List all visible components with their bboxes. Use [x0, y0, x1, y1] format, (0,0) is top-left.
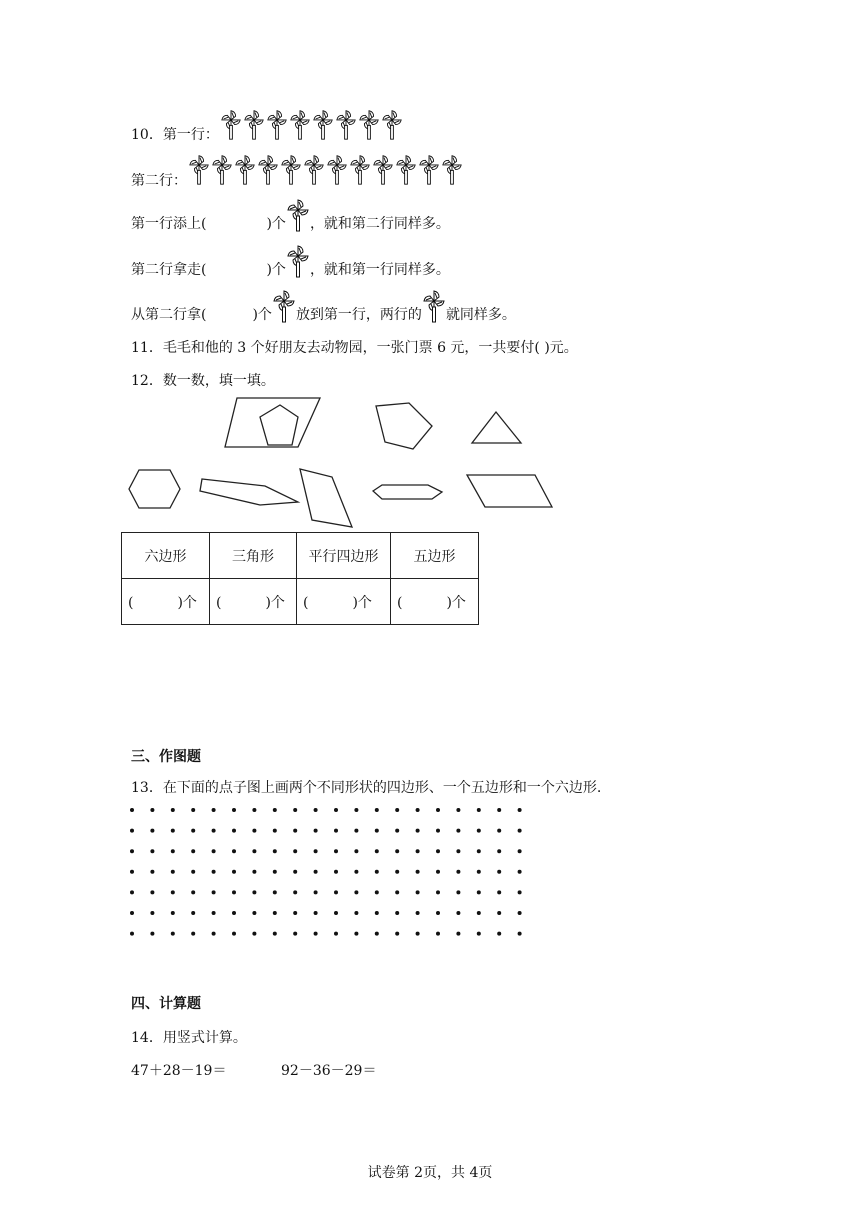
grid-dot	[456, 849, 460, 853]
pinwheel-icon	[211, 153, 233, 186]
grid-dot	[314, 808, 318, 812]
grid-dot	[436, 829, 440, 833]
grid-dot	[150, 890, 154, 894]
grid-dot	[416, 829, 420, 833]
pinwheel-icon	[234, 153, 256, 186]
grid-dot	[375, 911, 379, 915]
grid-dot	[518, 911, 522, 915]
grid-dot	[191, 932, 195, 936]
grid-dot	[375, 932, 379, 936]
table-answer-row	[122, 579, 479, 625]
grid-dot	[436, 808, 440, 812]
table-header: 五边形	[391, 533, 479, 579]
grid-dot	[191, 849, 195, 853]
grid-dot	[232, 829, 236, 833]
q10-line-3-c: 放到第一行，两行的	[295, 307, 422, 323]
pinwheel-icon	[280, 153, 302, 186]
pinwheel-icon	[257, 153, 279, 186]
parallelogram-shape	[467, 475, 552, 507]
grid-dot	[456, 870, 460, 874]
q10-line-2-b: )个	[266, 262, 286, 278]
grid-dot	[375, 849, 379, 853]
grid-dot	[212, 932, 216, 936]
pinwheel-icon	[422, 289, 446, 323]
answer-close: )个	[352, 594, 372, 611]
q13-text: 13．在下面的点子图上画两个不同形状的四边形、一个五边形和一个六边形.	[131, 780, 602, 796]
grid-dot	[416, 849, 420, 853]
grid-dot	[130, 808, 134, 812]
grid-dot	[354, 890, 358, 894]
grid-dot	[273, 870, 277, 874]
pentagon-shape	[260, 405, 298, 445]
q12-title: 12．数一数，填一填。	[131, 373, 275, 389]
grid-dot	[191, 870, 195, 874]
pinwheel-icon	[266, 108, 288, 141]
grid-dot	[130, 911, 134, 915]
pinwheel-icon	[272, 289, 296, 323]
grid-dot	[252, 849, 256, 853]
grid-dot	[395, 911, 399, 915]
q10-line-3-a: 从第二行拿(	[131, 307, 207, 323]
answer-open: (	[303, 594, 309, 611]
grid-dot	[130, 932, 134, 936]
grid-dot	[477, 808, 481, 812]
q10-line-1	[131, 214, 450, 234]
expression-2: 92－36－29＝	[281, 1063, 377, 1079]
grid-dot	[456, 911, 460, 915]
grid-dot	[456, 808, 460, 812]
grid-dot	[497, 829, 501, 833]
answer-open: (	[397, 594, 403, 611]
grid-dot	[334, 911, 338, 915]
grid-dot	[293, 829, 297, 833]
grid-dot	[212, 849, 216, 853]
grid-dot	[171, 829, 175, 833]
grid-dot	[477, 829, 481, 833]
grid-dot	[130, 849, 134, 853]
grid-dot	[477, 890, 481, 894]
grid-dot	[171, 808, 175, 812]
answer-close: )个	[177, 594, 197, 611]
grid-dot	[232, 870, 236, 874]
expression-1: 47＋28－19＝	[131, 1063, 227, 1079]
grid-dot	[293, 870, 297, 874]
grid-dot	[375, 829, 379, 833]
q10-row2-label: 第二行：	[131, 173, 187, 189]
section-3-title: 三、作图题	[131, 749, 201, 765]
grid-dot	[314, 890, 318, 894]
grid-dot	[395, 808, 399, 812]
grid-dot	[518, 890, 522, 894]
q10-row1-label: 10．第一行：	[131, 127, 219, 143]
grid-dot	[477, 911, 481, 915]
grid-dot	[191, 890, 195, 894]
grid-dot	[436, 932, 440, 936]
q10-line-3-d: 就同样多。	[445, 307, 516, 323]
pinwheel-icon	[381, 108, 403, 141]
pinwheel-icon	[441, 153, 463, 186]
q10-line-3-b: )个	[252, 307, 272, 323]
grid-dot	[191, 911, 195, 915]
triangle-shape	[472, 412, 521, 443]
grid-dot	[334, 808, 338, 812]
grid-dot	[171, 870, 175, 874]
grid-dot	[477, 932, 481, 936]
grid-dot	[354, 870, 358, 874]
q10-line-2-a: 第二行拿走(	[131, 262, 207, 278]
grid-dot	[518, 870, 522, 874]
parallelogram-shape	[225, 398, 320, 447]
pinwheel-icon	[358, 108, 380, 141]
answer-open: (	[128, 594, 134, 611]
q10-line-1-a: 第一行添上(	[131, 216, 207, 232]
grid-dot	[171, 932, 175, 936]
hexagon-shape	[129, 470, 180, 508]
grid-dot	[212, 808, 216, 812]
grid-dot	[252, 911, 256, 915]
grid-dot	[334, 870, 338, 874]
grid-dot	[497, 849, 501, 853]
pinwheel-icon	[349, 153, 371, 186]
pinwheel-icon	[335, 108, 357, 141]
grid-dot	[212, 870, 216, 874]
grid-dot	[314, 911, 318, 915]
grid-dot	[150, 849, 154, 853]
grid-dot	[375, 808, 379, 812]
grid-dot	[150, 932, 154, 936]
grid-dot	[456, 829, 460, 833]
grid-dot	[395, 870, 399, 874]
grid-dot	[518, 808, 522, 812]
grid-dot	[232, 849, 236, 853]
pinwheel-icon	[220, 108, 242, 141]
grid-dot	[497, 890, 501, 894]
grid-dot	[191, 808, 195, 812]
grid-dot	[130, 870, 134, 874]
grid-dot	[416, 890, 420, 894]
grid-dot	[314, 870, 318, 874]
grid-dot	[212, 911, 216, 915]
grid-dot	[293, 849, 297, 853]
grid-dot	[314, 829, 318, 833]
pinwheel-row-2	[188, 153, 463, 186]
grid-dot	[497, 870, 501, 874]
answer-close: )个	[265, 594, 285, 611]
grid-dot	[150, 911, 154, 915]
pinwheel-icon	[188, 153, 210, 186]
grid-dot	[395, 849, 399, 853]
grid-dot	[150, 870, 154, 874]
grid-dot	[375, 890, 379, 894]
section-4-title: 四、计算题	[131, 996, 201, 1012]
pinwheel-icon	[303, 153, 325, 186]
grid-dot	[436, 890, 440, 894]
grid-dot	[273, 808, 277, 812]
answer-cell[interactable]	[391, 579, 479, 625]
grid-dot	[273, 932, 277, 936]
grid-dot	[497, 932, 501, 936]
quadrilateral-shape	[300, 469, 352, 527]
dot-grid[interactable]	[124, 801, 534, 941]
grid-dot	[518, 932, 522, 936]
grid-dot	[416, 911, 420, 915]
grid-dot	[395, 932, 399, 936]
q14-title: 14．用竖式计算。	[131, 1030, 247, 1046]
grid-dot	[232, 890, 236, 894]
quadrilateral-shape	[200, 479, 298, 505]
grid-dot	[477, 870, 481, 874]
pinwheel-icon	[418, 153, 440, 186]
grid-dot	[497, 808, 501, 812]
shapes-figure	[120, 395, 560, 530]
grid-dot	[354, 829, 358, 833]
grid-dot	[497, 911, 501, 915]
grid-dot	[252, 829, 256, 833]
grid-dot	[273, 890, 277, 894]
pinwheel-icon	[289, 108, 311, 141]
grid-dot	[518, 829, 522, 833]
grid-dot	[191, 829, 195, 833]
answer-cell[interactable]	[210, 579, 297, 625]
pinwheel-icon	[372, 153, 394, 186]
grid-dot	[334, 829, 338, 833]
grid-dot	[293, 890, 297, 894]
grid-dot	[293, 932, 297, 936]
grid-dot	[518, 849, 522, 853]
grid-dot	[293, 808, 297, 812]
pinwheel-icon	[243, 108, 265, 141]
pinwheel-icon	[286, 244, 310, 278]
grid-dot	[375, 870, 379, 874]
grid-dot	[273, 911, 277, 915]
grid-dot	[436, 870, 440, 874]
pentagon-shape	[376, 403, 432, 449]
grid-dot	[456, 890, 460, 894]
table-header: 六边形	[122, 533, 210, 579]
grid-dot	[171, 911, 175, 915]
q10-line-1-b: )个	[266, 216, 286, 232]
grid-dot	[252, 808, 256, 812]
grid-dot	[334, 849, 338, 853]
grid-dot	[232, 808, 236, 812]
q10-line-2-c: ，就和第一行同样多。	[309, 262, 450, 278]
table-header: 三角形	[210, 533, 297, 579]
grid-dot	[395, 829, 399, 833]
q10-line-3	[131, 305, 516, 325]
grid-dot	[477, 849, 481, 853]
pinwheel-icon	[326, 153, 348, 186]
q10-line-1-c: ，就和第二行同样多。	[309, 216, 450, 232]
grid-dot	[212, 890, 216, 894]
grid-dot	[436, 849, 440, 853]
grid-dot	[273, 849, 277, 853]
q11-text: 11．毛毛和他的 3 个好朋友去动物园，一张门票 6 元，一共要付( )元。	[131, 340, 578, 356]
grid-dot	[273, 829, 277, 833]
grid-dot	[436, 911, 440, 915]
grid-dot	[354, 932, 358, 936]
answer-open: (	[216, 594, 222, 611]
grid-dot	[416, 870, 420, 874]
shape-count-table	[121, 532, 479, 625]
grid-dot	[252, 932, 256, 936]
pinwheel-icon	[395, 153, 417, 186]
page-footer: 试卷第 2页，共 4页	[367, 1165, 493, 1181]
pinwheel-icon	[312, 108, 334, 141]
grid-dot	[252, 870, 256, 874]
table-header: 平行四边形	[297, 533, 391, 579]
grid-dot	[416, 808, 420, 812]
grid-dot	[171, 890, 175, 894]
hexagon-shape	[373, 485, 442, 499]
answer-close: )个	[446, 594, 466, 611]
grid-dot	[150, 808, 154, 812]
answer-cell[interactable]	[297, 579, 391, 625]
grid-dot	[171, 849, 175, 853]
answer-cell[interactable]	[122, 579, 210, 625]
grid-dot	[314, 849, 318, 853]
q10-line-2	[131, 260, 450, 280]
pinwheel-row-1	[220, 108, 403, 141]
table-header-row	[122, 533, 479, 579]
grid-dot	[232, 932, 236, 936]
grid-dot	[232, 911, 236, 915]
grid-dot	[395, 890, 399, 894]
grid-dot	[334, 890, 338, 894]
grid-dot	[416, 932, 420, 936]
grid-dot	[212, 829, 216, 833]
grid-dot	[354, 911, 358, 915]
grid-dot	[314, 932, 318, 936]
grid-dot	[293, 911, 297, 915]
grid-dot	[130, 829, 134, 833]
grid-dot	[354, 849, 358, 853]
grid-dot	[150, 829, 154, 833]
grid-dot	[334, 932, 338, 936]
grid-dot	[252, 890, 256, 894]
grid-dot	[354, 808, 358, 812]
grid-dot	[130, 890, 134, 894]
pinwheel-icon	[286, 198, 310, 232]
grid-dot	[456, 932, 460, 936]
